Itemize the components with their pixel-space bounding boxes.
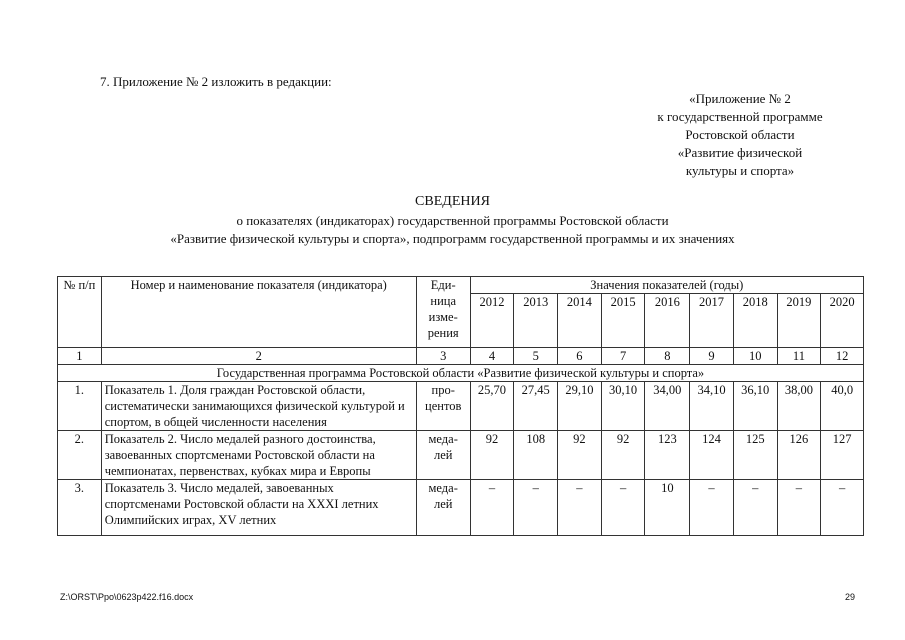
unit-cell: про- центов — [416, 382, 470, 431]
value-cell: – — [777, 480, 821, 536]
value-cell: 38,00 — [777, 382, 821, 431]
value-cell: 25,70 — [470, 382, 514, 431]
unit-cell: меда- лей — [416, 431, 470, 480]
value-cell: – — [690, 480, 734, 536]
header-name: Номер и наименование показателя (индикатора) — [101, 277, 416, 348]
column-numbers-row — [58, 348, 864, 365]
year-cell: 2017 — [690, 294, 734, 348]
indicators-table — [57, 276, 864, 536]
value-cell: 126 — [777, 431, 821, 480]
value-cell: 10 — [645, 480, 690, 536]
section-row — [58, 365, 864, 382]
appendix-line: «Приложение № 2 — [689, 91, 791, 106]
value-cell: 36,10 — [733, 382, 777, 431]
indicator-name-text: Показатель 3. Число медалей, завоеванных спортсменами Ростовской области на XXXI летних Олимпийских играх, XV летних — [104, 481, 379, 527]
year-cell: 2019 — [777, 294, 821, 348]
year-cell: 2018 — [733, 294, 777, 348]
header-num: № п/п — [58, 277, 102, 348]
year-cell: 2013 — [514, 294, 558, 348]
header-values: Значения показателей (годы) — [470, 277, 863, 294]
section-title: Государственная программа Ростовской области «Развитие физической культуры и спорта» — [58, 365, 864, 382]
value-cell: 29,10 — [558, 382, 602, 431]
intro-text: 7. Приложение № 2 изложить в редакции: — [100, 74, 332, 89]
value-cell: – — [821, 480, 864, 536]
column-number: 11 — [777, 348, 821, 365]
column-number: 10 — [733, 348, 777, 365]
column-number: 4 — [470, 348, 514, 365]
header-unit: Еди- ница изме- рения — [416, 277, 470, 348]
unit-text: меда- лей — [428, 481, 458, 511]
appendix-line: Ростовской области — [685, 127, 795, 142]
value-cell: 108 — [514, 431, 558, 480]
value-cell: 127 — [821, 431, 864, 480]
column-number: 5 — [514, 348, 558, 365]
value-cell: – — [558, 480, 602, 536]
page-number: 29 — [845, 592, 856, 602]
row-num: 2. — [58, 431, 102, 480]
column-number: 3 — [416, 348, 470, 365]
value-cell: 30,10 — [601, 382, 645, 431]
document-subtitle: о показателях (индикаторах) государственной программы Ростовской области — [236, 213, 669, 228]
value-cell: 27,45 — [514, 382, 558, 431]
value-cell: 92 — [558, 431, 602, 480]
row-num — [58, 480, 102, 536]
column-number: 12 — [821, 348, 864, 365]
value-cell: – — [514, 480, 558, 536]
value-cell: 125 — [733, 431, 777, 480]
appendix-line: культуры и спорта» — [685, 163, 795, 178]
indicator-name — [101, 480, 416, 536]
column-number: 6 — [558, 348, 602, 365]
appendix-line: «Развитие физической — [677, 145, 803, 160]
value-cell: 92 — [470, 431, 514, 480]
appendix-reference — [620, 90, 860, 180]
value-cell: 92 — [601, 431, 645, 480]
table-row — [58, 382, 864, 431]
indicator-name: Показатель 1. Доля граждан Ростовской области, систематически занимающихся физической культурой и спортом, в общей численности населения — [101, 382, 416, 431]
column-number: 7 — [601, 348, 645, 365]
column-number: 9 — [690, 348, 734, 365]
value-cell: 123 — [645, 431, 690, 480]
indicator-name: Показатель 2. Число медалей разного достоинства, завоеванных спортсменами Ростовской области на чемпионатах, первенствах, кубках мира и Европы — [101, 431, 416, 480]
column-number: 2 — [101, 348, 416, 365]
value-cell: 40,0 — [821, 382, 864, 431]
document-title: СВЕДЕНИЯ — [415, 194, 490, 209]
value-cell: 34,10 — [690, 382, 734, 431]
value-cell: – — [733, 480, 777, 536]
file-path: Z:\ORST\Ppo\0623p422.f16.docx — [60, 592, 194, 602]
year-cell: 2016 — [645, 294, 690, 348]
row-num: 1. — [58, 382, 102, 431]
table-row — [58, 431, 864, 480]
unit-cell — [416, 480, 470, 536]
year-cell: 2012 — [470, 294, 514, 348]
value-cell: – — [601, 480, 645, 536]
value-cell: 34,00 — [645, 382, 690, 431]
value-cell: 124 — [690, 431, 734, 480]
year-cell: 2020 — [821, 294, 864, 348]
year-cell: 2014 — [558, 294, 602, 348]
appendix-line: к государственной программе — [657, 109, 823, 124]
column-number: 8 — [645, 348, 690, 365]
column-number: 1 — [58, 348, 102, 365]
value-cell: – — [470, 480, 514, 536]
document-subtitle-2: «Развитие физической культуры и спорта», подпрограмм государственной программы и их значениях — [170, 231, 735, 246]
header-row — [58, 277, 864, 294]
table-row — [58, 480, 864, 536]
year-cell: 2015 — [601, 294, 645, 348]
row-num-text: 3. — [74, 481, 85, 495]
